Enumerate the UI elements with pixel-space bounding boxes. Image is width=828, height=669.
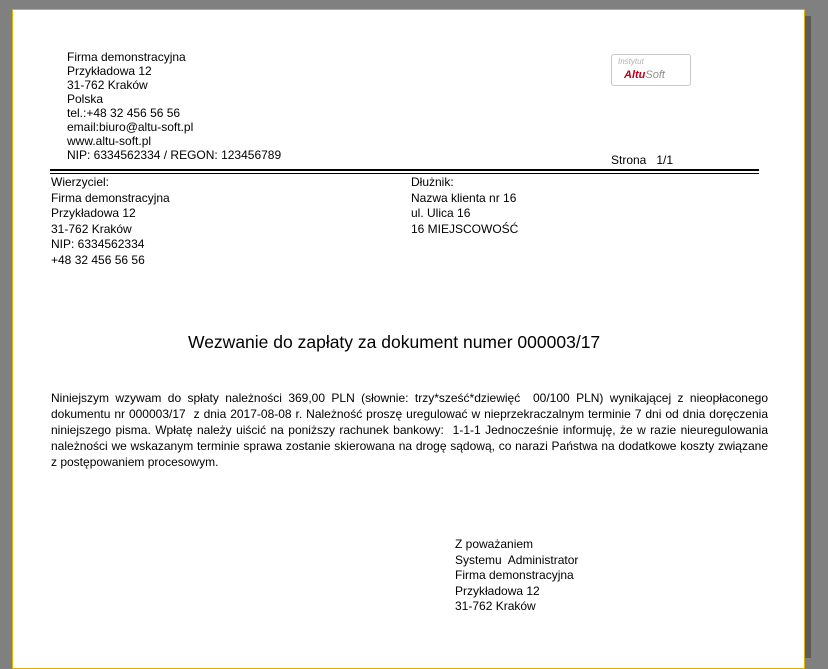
logo-top-text: Instytut [618,57,644,66]
company-country: Polska [67,92,104,106]
company-phone: tel.:+48 32 456 56 56 [67,106,181,120]
creditor-city: 31-762 Kraków [51,221,132,236]
debtor-street: ul. Ulica 16 [411,206,471,220]
company-city: 31-762 Kraków [67,78,148,92]
debtor-name: Nazwa klienta nr 16 [411,190,517,205]
logo-brand [624,69,665,81]
company-street: Przykładowa 12 [67,64,152,78]
creditor-block [51,175,170,268]
company-logo [611,54,691,86]
signature-company: Firma demonstracyjna [455,568,574,582]
company-header [67,50,281,162]
body-text: Niniejszym wzywam do spłaty należności 369,00 PLN (słownie: trzy*sześć*dziewięć 00/100 PLN) wynikającej z nieopłaconego dokumentu nr 000003/17 z dnia 2017-08-08 r. Należność proszę uregulować w nieprzekraczalnym terminie 7 dni od dnia doręczenia niniejszego pisma. Wpłatę należy uiścić na poniższy rachunek bankowy: 1-1-1 Jednocześnie informuję, że w razie nieuregulowania należności we wskazanym terminie sprawa zostanie skierowana na drogę sądową, co narazi Państwa na dodatkowe koszty związane z postępowaniem procesowym. [51,391,772,469]
signature-block [455,537,578,615]
page-shadow [805,16,811,658]
debtor-city: 16 MIEJSCOWOŚĆ [411,221,519,236]
body-paragraph [51,390,772,470]
creditor-nip: NIP: 6334562334 [51,237,145,251]
header-divider [50,169,759,171]
document-page [12,9,805,669]
company-email: email:biuro@altu-soft.pl [67,120,194,134]
signature-street: Przykładowa 12 [455,583,540,598]
creditor-phone: +48 32 456 56 56 [51,252,145,267]
header-divider-thin [50,173,759,174]
signature-greeting: Z poważaniem [455,537,534,551]
signature-person: Systemu Administrator [455,552,579,567]
debtor-block [411,175,518,237]
logo-brand-red: Altu [624,69,646,81]
logo-brand-gray: Soft [645,69,665,81]
company-ids: NIP: 6334562334 / REGON: 123456789 [67,148,282,162]
page-number: Strona 1/1 [611,153,674,167]
creditor-street: Przykładowa 12 [51,206,136,220]
creditor-label: Wierzyciel: [51,175,110,189]
company-name: Firma demonstracyjna [67,50,186,64]
debtor-label: Dłużnik: [411,175,454,189]
company-website: www.altu-soft.pl [67,134,152,148]
signature-city: 31-762 Kraków [455,599,536,613]
creditor-name: Firma demonstracyjna [51,190,170,205]
document-title: Wezwanie do zapłaty za dokument numer 000003/17 [188,332,601,352]
